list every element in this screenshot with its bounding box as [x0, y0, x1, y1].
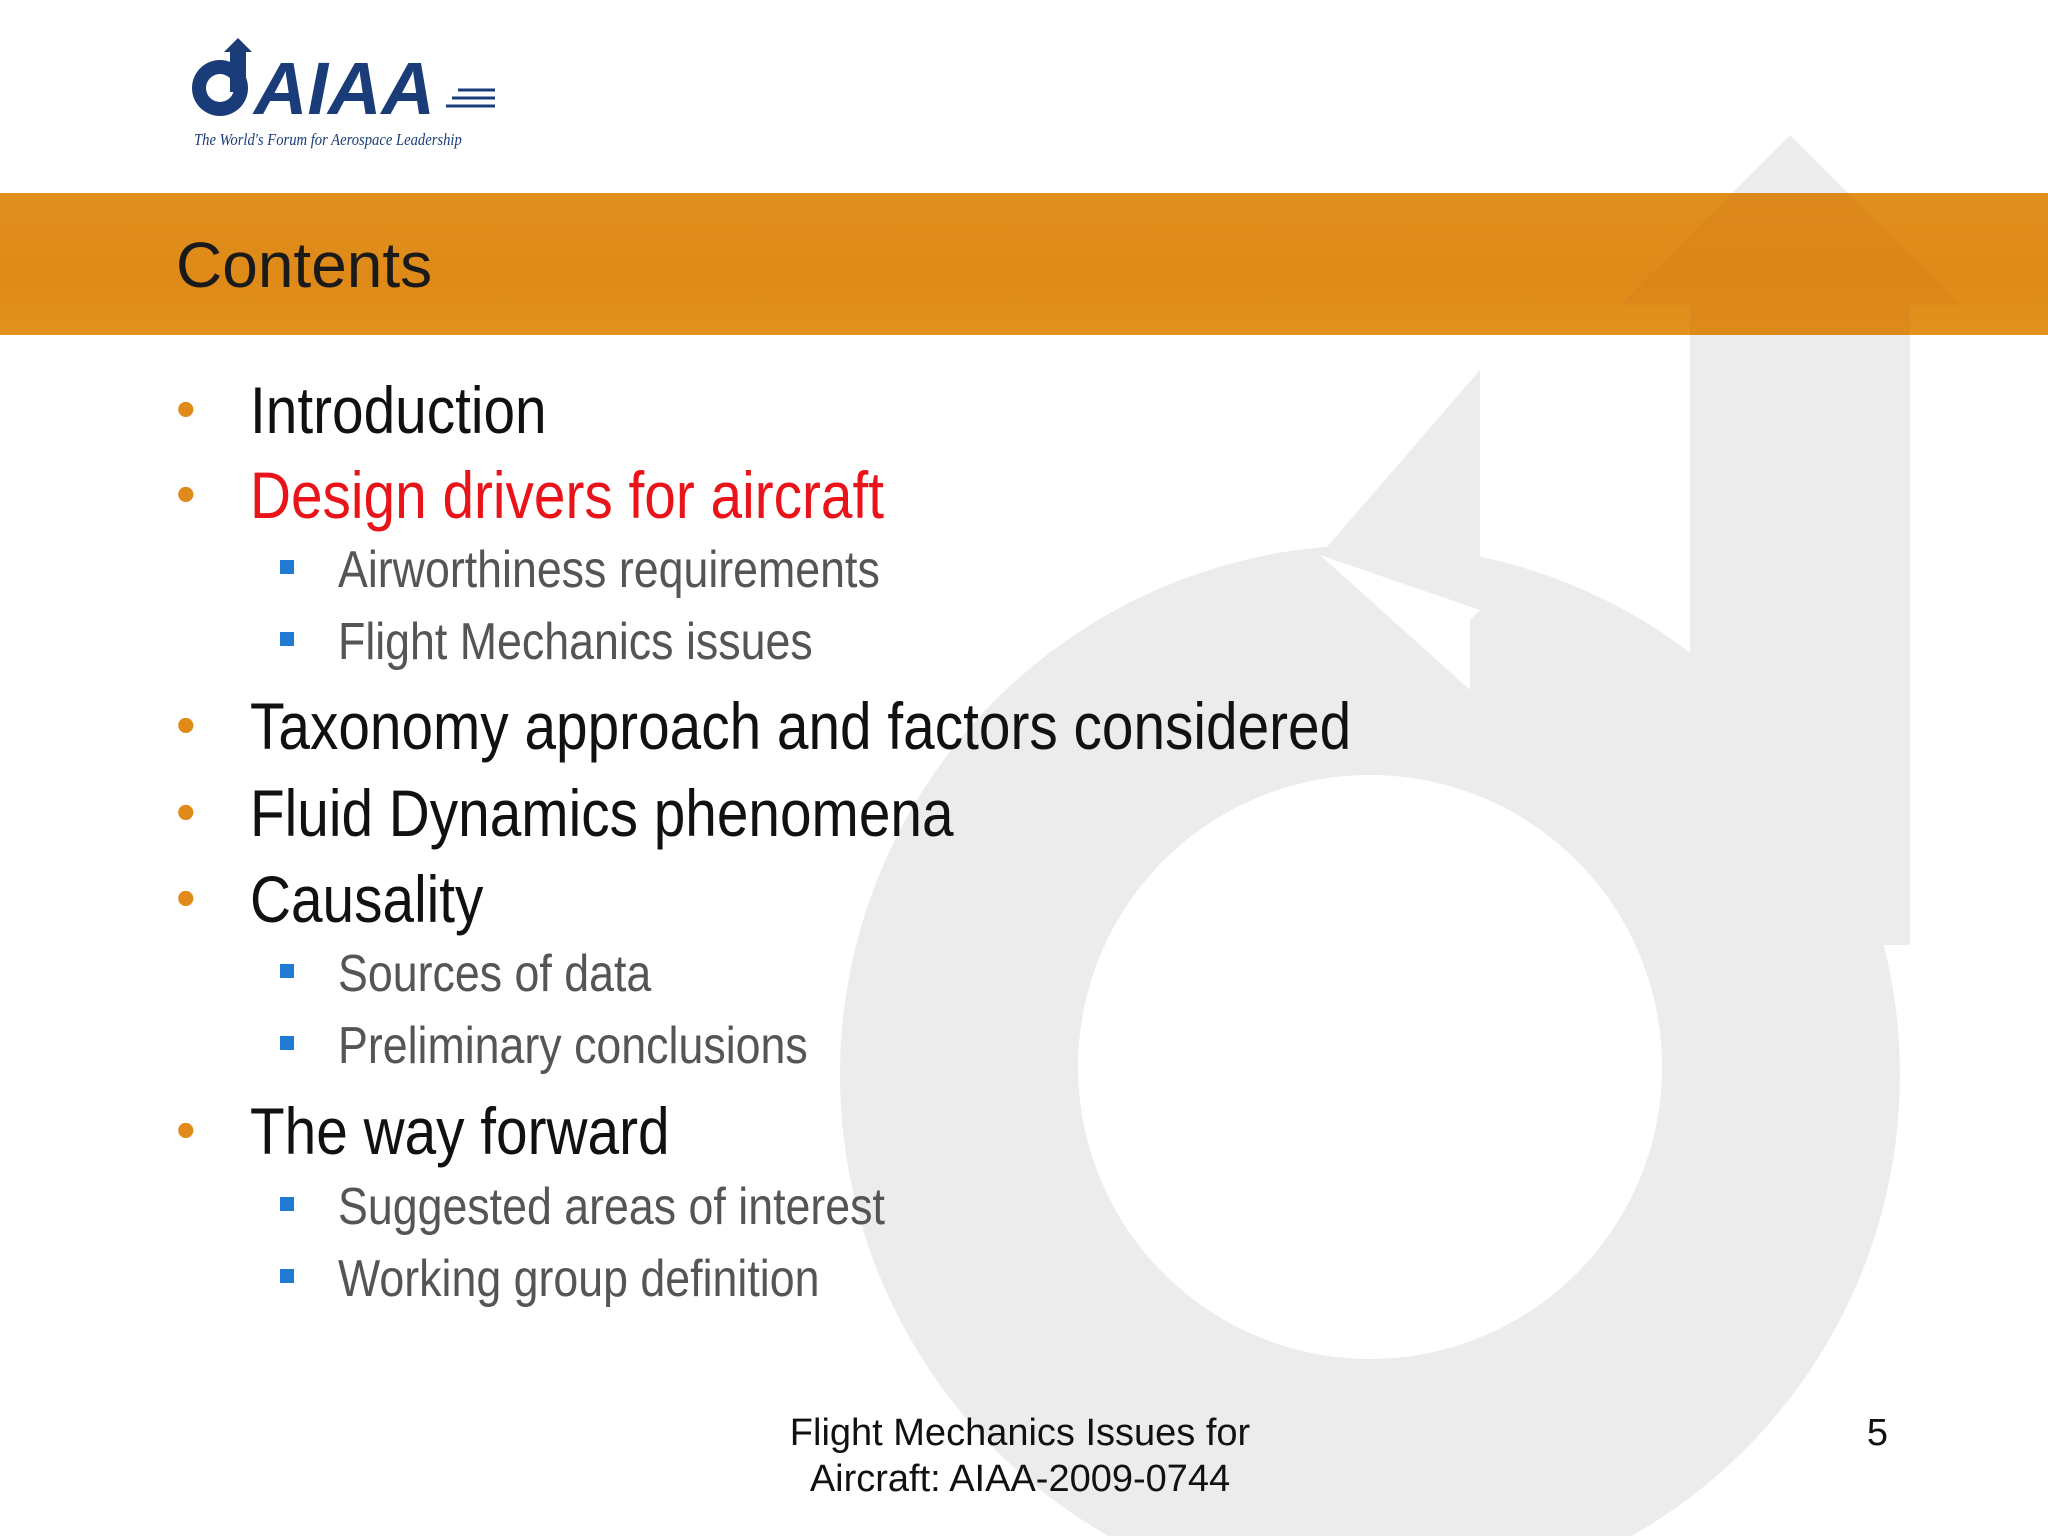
contents-item-label: Airworthiness requirements [338, 541, 880, 599]
footer-line-2: Aircraft: AIAA-2009-0744 [809, 1458, 1231, 1500]
contents-item-label: The way forward [250, 1094, 670, 1168]
round-bullet-icon: • [176, 462, 196, 525]
contents-item-label: Causality [250, 862, 484, 936]
round-bullet-icon: • [176, 780, 196, 843]
contents-item-label: Fluid Dynamics phenomena [250, 776, 954, 850]
square-bullet-icon [280, 964, 294, 978]
slide-title: Contents [176, 229, 433, 301]
contents-item-label: Introduction [250, 373, 547, 447]
footer-line-1: Flight Mechanics Issues for [789, 1412, 1251, 1454]
contents-item-label: Taxonomy approach and factors considered [250, 689, 1352, 763]
square-bullet-icon [280, 1197, 294, 1211]
footer-citation [740, 1410, 1300, 1502]
page-number: 5 [1866, 1412, 1888, 1454]
aiaa-wordmark: AIAA [254, 47, 435, 128]
round-bullet-icon: • [176, 866, 196, 929]
contents-item-label: Design drivers for aircraft [250, 458, 885, 532]
contents-item-label: Suggested areas of interest [338, 1178, 885, 1236]
round-bullet-icon: • [176, 377, 196, 440]
contents-item-label: Flight Mechanics issues [338, 613, 813, 671]
contents-item-label: Preliminary conclusions [338, 1017, 808, 1075]
round-bullet-icon: • [176, 1098, 196, 1161]
square-bullet-icon [280, 1036, 294, 1050]
contents-item-label: Sources of data [338, 945, 652, 1003]
aiaa-tagline: The World's Forum for Aerospace Leadership [194, 130, 462, 149]
square-bullet-icon [280, 632, 294, 646]
square-bullet-icon [280, 1269, 294, 1283]
round-bullet-icon: • [176, 693, 196, 756]
contents-item-label: Working group definition [338, 1250, 820, 1308]
square-bullet-icon [280, 560, 294, 574]
